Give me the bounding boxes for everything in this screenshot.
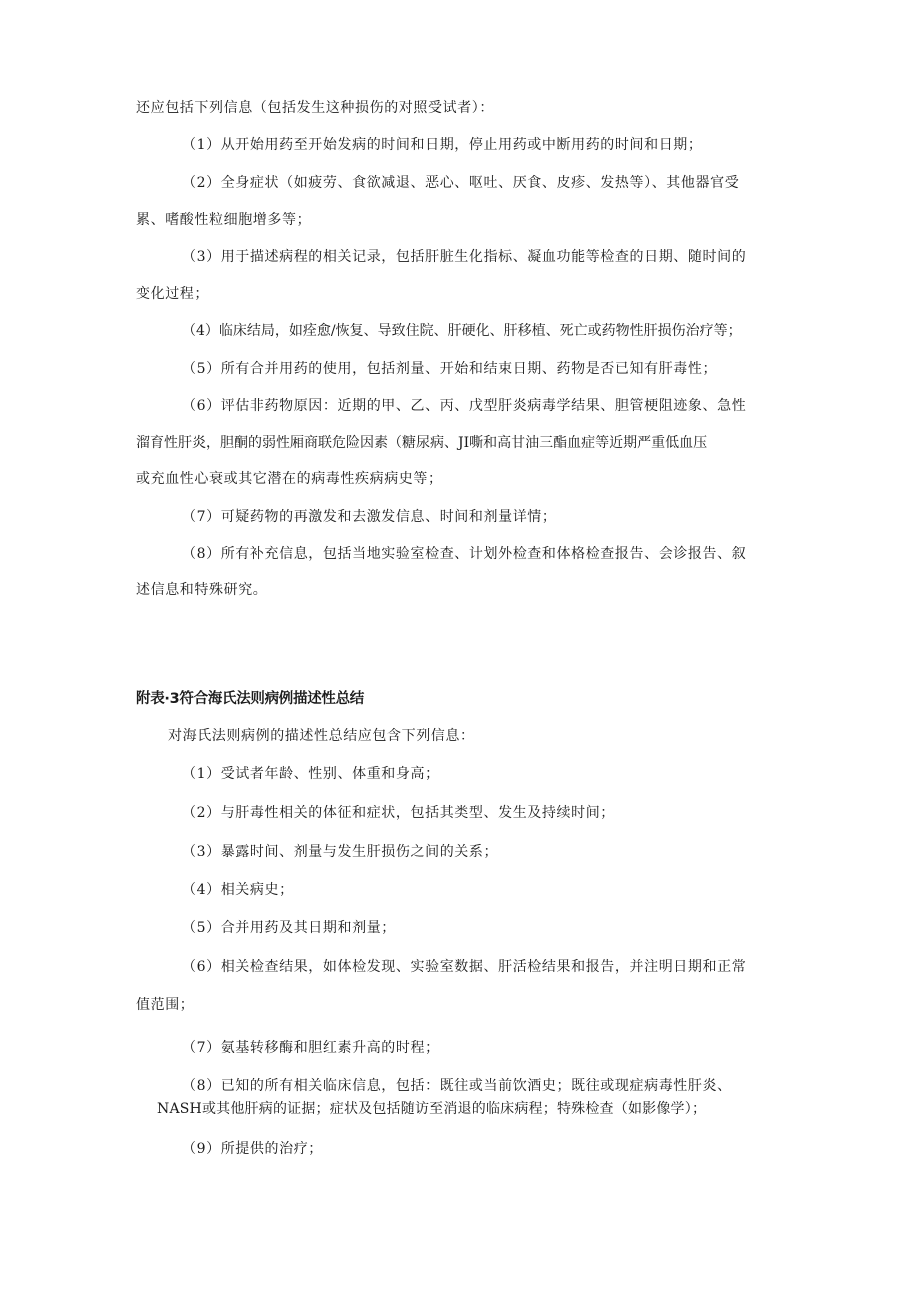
item-line: （8）已知的所有相关临床信息，包括：既往或当前饮酒史；既往或现症病毒性肝炎、 [182, 1078, 732, 1094]
item-line: （7）可疑药物的再激发和去激发信息、时间和剂量详情； [182, 509, 557, 525]
item-line: 溜育性肝炎，胆酮的弱性厢商联危险因素（糖尿病、JI嘶和高甘油三酯血症等近期严重低血压 [136, 435, 708, 451]
item-line: （7）氨基转移酶和胆红素升高的时程； [182, 1040, 440, 1056]
item-line: 或充血性心衰或其它潜在的病毒性疾病病史等； [136, 471, 443, 487]
item-line: （1）受试者年龄、性别、体重和身高； [182, 766, 440, 782]
section1-intro: 还应包括下列信息（包括发生这种损伤的对照受试者）： [136, 100, 494, 116]
item-line: 值范围； [136, 997, 195, 1013]
item-line: （3）用于描述病程的相关记录，包括肝脏生化指标、凝血功能等检查的日期、随时间的 [182, 249, 747, 265]
item-line: （6）相关检查结果，如体检发现、实验室数据、肝活检结果和报告，并注明日期和正常 [182, 959, 747, 975]
item-line: 述信息和特殊研究。 [136, 582, 268, 598]
item-line: （2）全身症状（如疲劳、食欲减退、恶心、呕吐、厌食、皮疹、发热等）、其他器官受 [182, 175, 740, 191]
item-line: NASH或其他肝病的证据；症状及包括随访至消退的临床病程；特殊检查（如影像学）； [157, 1101, 707, 1117]
item-line: （5）合并用药及其日期和剂量； [182, 920, 396, 936]
item-line: （4）临床结局，如痊愈/恢复、导致住院、肝硬化、肝移植、死亡或药物性肝损伤治疗等； [182, 323, 742, 339]
item-line: （5）所有合并用药的使用，包括剂量、开始和结束日期、药物是否已知有肝毒性； [182, 361, 718, 377]
item-line: 累、嗜酸性粒细胞增多等； [136, 212, 312, 228]
item-line: 变化过程； [136, 286, 209, 302]
item-line: （4）相关病史； [182, 882, 294, 898]
item-line: （8）所有补充信息，包括当地实验室检查、计划外检查和体格检查报告、会诊报告、叙 [182, 546, 747, 562]
item-line: （9）所提供的治疗； [182, 1141, 323, 1157]
item-line: （2）与肝毒性相关的体征和症状，包括其类型、发生及持续时间； [182, 805, 615, 821]
item-line: （1）从开始用药至开始发病的时间和日期，停止用药或中断用药的时间和日期； [182, 137, 703, 153]
section2-intro: 对海氏法则病例的描述性总结应包含下列信息： [168, 728, 475, 744]
item-line: （3）暴露时间、剂量与发生肝损伤之间的关系； [182, 844, 499, 860]
section2-heading: 附表·3符合海氏法则病例描述性总结 [136, 691, 364, 707]
item-line: （6）评估非药物原因：近期的甲、乙、丙、戊型肝炎病毒学结果、胆管梗阻迹象、急性 [182, 398, 747, 414]
